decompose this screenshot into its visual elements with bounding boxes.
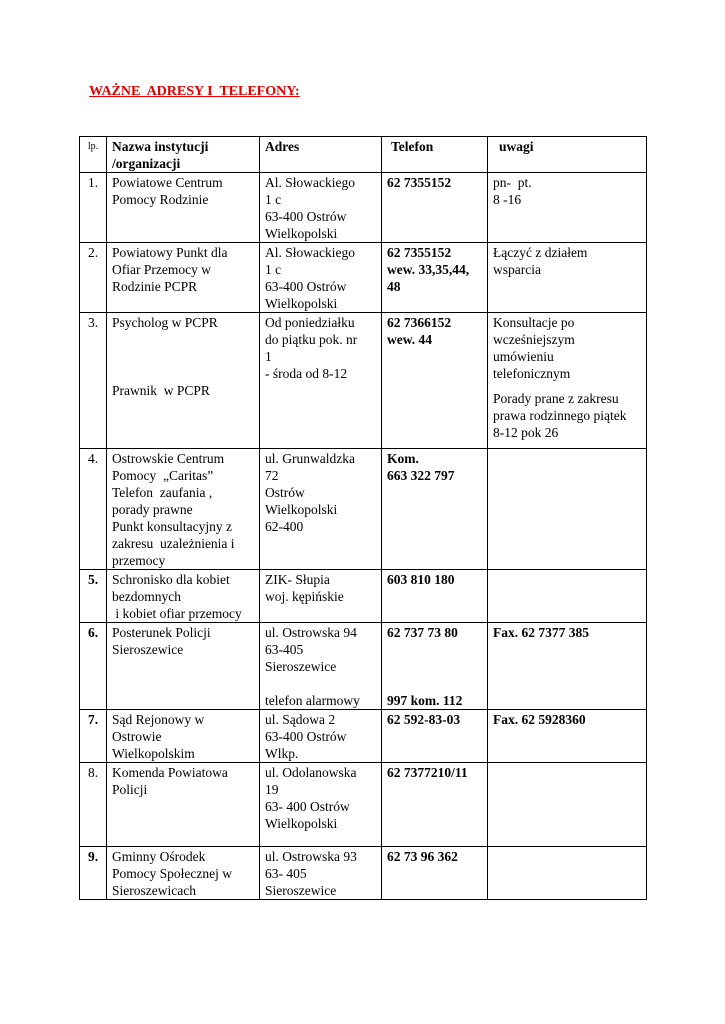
- cell-line: Powiatowy Punkt dla: [112, 245, 228, 260]
- cell-line: i kobiet ofiar przemocy: [112, 606, 242, 621]
- cell-phone: [382, 570, 488, 623]
- cell-notes: [488, 623, 647, 710]
- phone-alarm: [387, 692, 482, 709]
- cell-line: pn- pt.: [493, 175, 532, 190]
- cell-line: Wielkopolski: [265, 296, 338, 311]
- cell-line: ul. Grunwaldzka: [265, 451, 355, 466]
- address-main: [265, 624, 376, 675]
- row-number: 1.: [80, 173, 107, 243]
- cell-line: Wielkopolski: [265, 816, 338, 831]
- cell-line: porady prawne: [112, 502, 193, 517]
- table-row: [80, 847, 647, 900]
- cell-line: 62-400: [265, 519, 304, 534]
- cell-line: Rodzinie PCPR: [112, 279, 198, 294]
- cell-line: Punkt konsultacyjny z: [112, 519, 232, 534]
- cell-line: 8 -16: [493, 192, 522, 207]
- cell-line: 62 7377210/11: [387, 765, 468, 780]
- cell-line: Al. Słowackiego: [265, 175, 355, 190]
- cell-line: Od poniedziałku: [265, 315, 355, 330]
- cell-line: ul. Ostrowska 94: [265, 625, 357, 640]
- cell-line: 63- 400 Ostrów: [265, 799, 350, 814]
- cell-line: telefon alarmowy: [265, 693, 360, 708]
- table-row: [80, 449, 647, 570]
- cell-line: 997 kom. 112: [387, 693, 463, 708]
- row-number: 4.: [80, 449, 107, 570]
- cell-phone: [382, 243, 488, 313]
- cell-address: [260, 623, 382, 710]
- cell-line: telefonicznym: [493, 366, 571, 381]
- table-header-row: [80, 137, 647, 173]
- header-address: Adres: [260, 137, 382, 173]
- table-row: [80, 243, 647, 313]
- cell-line: Prawnik w PCPR: [112, 383, 210, 398]
- cell-phone: [382, 623, 488, 710]
- cell-line: wew. 33,35,44,: [387, 262, 470, 277]
- name-prawnik: [112, 382, 254, 399]
- cell-notes: [488, 173, 647, 243]
- spacer: [387, 641, 482, 692]
- phone-main: [387, 624, 482, 641]
- header-lp: lp.: [80, 137, 107, 173]
- cell-line: Sieroszewice: [112, 642, 184, 657]
- cell-line: ZIK- Słupia: [265, 572, 330, 587]
- cell-phone: [382, 847, 488, 900]
- cell-name: [107, 847, 260, 900]
- row-number: 9.: [80, 847, 107, 900]
- cell-line: Policji: [112, 782, 148, 797]
- cell-notes: [488, 847, 647, 900]
- cell-line: Porady prane z zakresu: [493, 391, 619, 406]
- cell-line: 19: [265, 782, 279, 797]
- cell-address: [260, 710, 382, 763]
- cell-line: 62 7366152: [387, 315, 452, 330]
- cell-line: Schronisko dla kobiet: [112, 572, 230, 587]
- row-number: 2.: [80, 243, 107, 313]
- cell-line: 72: [265, 468, 279, 483]
- cell-name: [107, 710, 260, 763]
- cell-address: [260, 243, 382, 313]
- address-alarm: [265, 692, 376, 709]
- cell-line: - środa od 8-12: [265, 366, 348, 381]
- spacer: [265, 675, 376, 692]
- cell-line: 63-400 Ostrów: [265, 209, 347, 224]
- cell-line: Łączyć z działem: [493, 245, 588, 260]
- header-notes-label: uwagi: [499, 139, 534, 154]
- cell-line: 63- 405: [265, 866, 307, 881]
- cell-name: [107, 313, 260, 449]
- cell-line: zakresu uzależnienia i: [112, 536, 235, 551]
- header-name-line: Nazwa instytucji: [112, 139, 209, 154]
- header-name: [107, 137, 260, 173]
- page-title: WAŻNE ADRESY I TELEFONY:: [89, 84, 300, 99]
- cell-line: Ofiar Przemocy w: [112, 262, 211, 277]
- cell-line: Konsultacje po: [493, 315, 575, 330]
- cell-line: 62 7355152: [387, 245, 452, 260]
- cell-line: ul. Sądowa 2: [265, 712, 336, 727]
- cell-line: prawa rodzinnego piątek: [493, 408, 627, 423]
- header-name-line: /organizacji: [112, 156, 181, 171]
- row-number: 7.: [80, 710, 107, 763]
- table-row: [80, 313, 647, 449]
- cell-line: Sieroszewice: [265, 659, 337, 674]
- cell-address: [260, 313, 382, 449]
- cell-line: 1: [265, 349, 272, 364]
- cell-address: [260, 449, 382, 570]
- cell-line: umówieniu: [493, 349, 554, 364]
- cell-line: Powiatowe Centrum: [112, 175, 223, 190]
- cell-line: wsparcia: [493, 262, 541, 277]
- row-number: 6.: [80, 623, 107, 710]
- name-psycholog: [112, 314, 254, 331]
- cell-phone: [382, 313, 488, 449]
- cell-line: Posterunek Policji: [112, 625, 211, 640]
- cell-line: 62 737 73 80: [387, 625, 458, 640]
- cell-phone: [382, 710, 488, 763]
- cell-notes: [488, 710, 647, 763]
- cell-line: Wlkp.: [265, 746, 299, 761]
- cell-line: Fax. 62 7377 385: [493, 625, 589, 640]
- cell-line: Sieroszewicach: [112, 883, 196, 898]
- cell-line: Wielkopolski: [265, 226, 338, 241]
- cell-line: Sieroszewice: [265, 883, 337, 898]
- cell-phone: [382, 449, 488, 570]
- cell-notes: [488, 449, 647, 570]
- row-number: 3.: [80, 313, 107, 449]
- cell-line: 48: [387, 279, 401, 294]
- header-notes: [488, 137, 647, 173]
- cell-line: 603 810 180: [387, 572, 455, 587]
- cell-line: Al. Słowackiego: [265, 245, 355, 260]
- cell-line: 62 73 96 362: [387, 849, 458, 864]
- cell-line: 63-400 Ostrów: [265, 279, 347, 294]
- cell-line: bezdomnych: [112, 589, 181, 604]
- cell-phone: [382, 173, 488, 243]
- cell-notes: [488, 570, 647, 623]
- cell-line: 1 c: [265, 262, 282, 277]
- contacts-table: [79, 136, 647, 900]
- cell-notes: [488, 313, 647, 449]
- cell-line: Ostrowskie Centrum: [112, 451, 225, 466]
- table-row: [80, 173, 647, 243]
- cell-line: wcześniejszym: [493, 332, 575, 347]
- cell-line: Gminny Ośrodek: [112, 849, 206, 864]
- cell-line: Fax. 62 5928360: [493, 712, 586, 727]
- cell-name: [107, 243, 260, 313]
- spacer: [112, 331, 254, 382]
- cell-line: Pomocy „Caritas”: [112, 468, 214, 483]
- cell-line: do piątku pok. nr: [265, 332, 358, 347]
- cell-name: [107, 763, 260, 847]
- spacer: [493, 382, 641, 390]
- cell-name: [107, 173, 260, 243]
- cell-line: ul. Ostrowska 93: [265, 849, 357, 864]
- cell-name: [107, 449, 260, 570]
- cell-address: [260, 570, 382, 623]
- cell-line: Pomocy Rodzinie: [112, 192, 209, 207]
- cell-line: 63-400 Ostrów: [265, 729, 347, 744]
- cell-notes: [488, 243, 647, 313]
- cell-notes: [488, 763, 647, 847]
- cell-line: przemocy: [112, 553, 166, 568]
- cell-line: Ostrów: [265, 485, 305, 500]
- cell-address: [260, 173, 382, 243]
- cell-line: wew. 44: [387, 332, 432, 347]
- header-phone-label: Telefon: [391, 139, 434, 154]
- cell-line: Sąd Rejonowy w: [112, 712, 205, 727]
- cell-name: [107, 623, 260, 710]
- cell-address: [260, 847, 382, 900]
- row-number: 5.: [80, 570, 107, 623]
- cell-line: 8-12 pok 26: [493, 425, 559, 440]
- row-number: 8.: [80, 763, 107, 847]
- cell-line: Kom.: [387, 451, 419, 466]
- cell-line: 63-405: [265, 642, 304, 657]
- cell-line: 62 592-83-03: [387, 712, 461, 727]
- cell-line: Wielkopolskim: [112, 746, 195, 761]
- cell-line: 1 c: [265, 192, 282, 207]
- cell-line: 663 322 797: [387, 468, 455, 483]
- cell-line: Ostrowie: [112, 729, 162, 744]
- cell-line: 62 7355152: [387, 175, 452, 190]
- cell-name: [107, 570, 260, 623]
- table-row: [80, 623, 647, 710]
- header-phone: [382, 137, 488, 173]
- cell-line: Pomocy Społecznej w: [112, 866, 232, 881]
- cell-line: Wielkopolski: [265, 502, 338, 517]
- notes-prawnik: [493, 390, 641, 441]
- cell-phone: [382, 763, 488, 847]
- table-row: [80, 763, 647, 847]
- cell-line: ul. Odolanowska: [265, 765, 357, 780]
- notes-psycholog: [493, 314, 641, 382]
- cell-line: woj. kępińskie: [265, 589, 344, 604]
- cell-address: [260, 763, 382, 847]
- cell-line: Psycholog w PCPR: [112, 315, 218, 330]
- cell-line: Telefon zaufania ,: [112, 485, 213, 500]
- table-row: [80, 570, 647, 623]
- cell-line: Komenda Powiatowa: [112, 765, 228, 780]
- table-row: [80, 710, 647, 763]
